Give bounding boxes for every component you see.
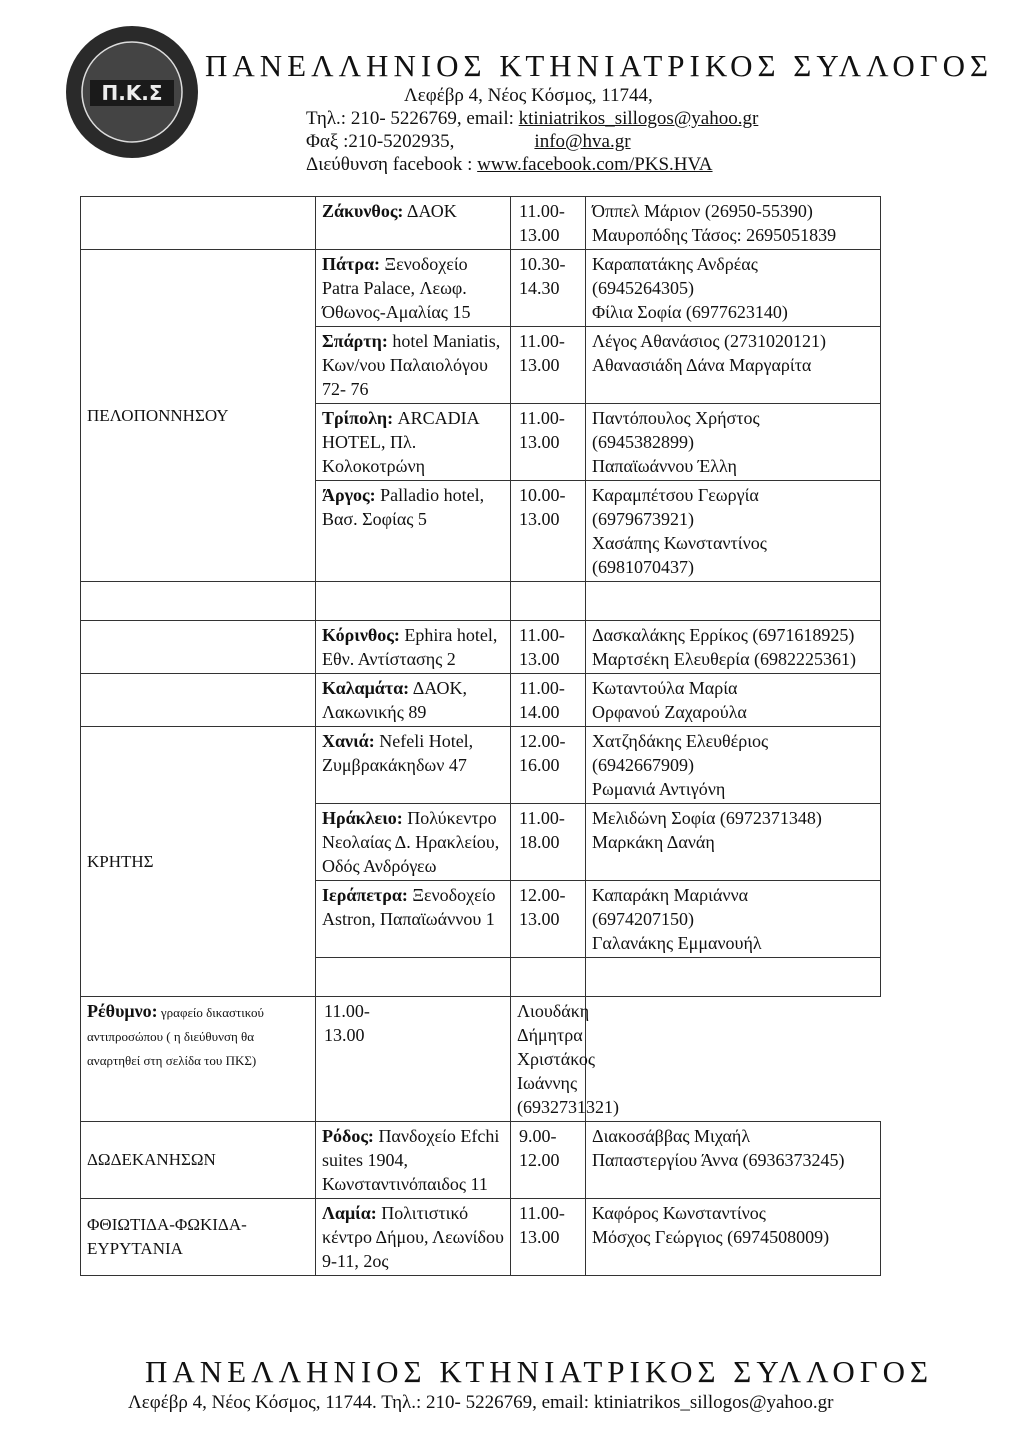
venue-address: ΔΑΟΚ, Λακωνικής 89 (322, 678, 468, 722)
venue-address: Πολύκεντρο Νεολαίας Δ. Ηρακλείου, Οδός Ανδρόγεω (322, 808, 500, 876)
region-cell: ΔΩΔΕΚΑΝΗΣΩΝ (81, 1122, 316, 1199)
region-cell: ΚΡΗΤΗΣ (81, 727, 316, 997)
venue-address: hotel Maniatis, Κων/νου Παλαιολόγου 72- 76 (322, 331, 501, 399)
footer-line: Λεφέβρ 4, Νέος Κόσμος, 11744. Τηλ.: 210- 5226769, email: ktiniatrikos_sillogos@yahoo.gr (128, 1392, 834, 1413)
time-cell (511, 674, 586, 727)
location-cell (316, 197, 511, 250)
association-logo (62, 22, 202, 162)
venue-address: Nefeli Hotel, Ζυμβρακάκηδων 47 (322, 731, 474, 775)
contact-person: (6974207150) (592, 909, 694, 929)
region-cell (81, 674, 316, 727)
time-start: 11.00- (519, 1203, 565, 1223)
contact-person: (6945382899) (592, 432, 694, 452)
contact-person: Μόσχος Γεώργιος (6974508009) (592, 1227, 830, 1247)
header-facebook-link[interactable]: www.facebook.com/PKS.HVA (477, 154, 713, 175)
contact-person: Καραμπέτσου Γεωργία (592, 485, 759, 505)
city-name: Ζάκυνθος: (322, 201, 404, 221)
contact-person: Δασκαλάκης Ερρίκος (6971618925) (592, 625, 855, 645)
logo-text: Π.Κ.Σ (101, 81, 163, 105)
contacts-cell (586, 197, 881, 250)
city-name: Ηράκλειο: (322, 808, 403, 828)
footer-title: ΠΑΝΕΛΛΗΝΙΟΣ ΚΤΗΝΙΑΤΡΙΚΟΣ ΣΥΛΛΟΓΟΣ (145, 1354, 934, 1389)
contact-person: (6981070437) (592, 557, 694, 577)
time-cell (511, 621, 586, 674)
contact-person: Λιουδάκη Δήμητρα (517, 1001, 590, 1045)
contacts-cell (586, 404, 881, 481)
venue-address: Ephira hotel, Εθν. Αντίστασης 2 (322, 625, 498, 669)
location-cell (81, 997, 316, 1122)
time-end: 18.00 (519, 832, 560, 852)
city-name: Ρέθυμνο: (87, 1001, 158, 1021)
branches-table (80, 196, 881, 1276)
table-row (81, 727, 881, 804)
time-start: 11.00- (519, 408, 565, 428)
header-phone-line (306, 108, 758, 130)
contacts-cell (586, 250, 881, 327)
contact-person: Παπαστεργίου Άννα (6936373245) (592, 1150, 845, 1170)
contact-person: Μαυροπόδης Τάσος: 2695051839 (592, 225, 837, 245)
time-start: 11.00- (519, 808, 565, 828)
header-facebook-line (306, 154, 713, 176)
contacts-cell (586, 1122, 881, 1199)
location-cell (316, 1199, 511, 1276)
time-start: 11.00- (519, 331, 565, 351)
location-cell (316, 481, 511, 582)
time-end: 12.00 (519, 1150, 560, 1170)
contact-person: Ορφανού Ζαχαρούλα (592, 702, 747, 722)
city-name: Λαμία: (322, 1203, 377, 1223)
contact-person: Μαρκάκη Δανάη (592, 832, 715, 852)
time-end: 13.00 (519, 432, 560, 452)
time-start: 10.00- (519, 485, 566, 505)
venue-address: Palladio hotel, Βασ. Σοφίας 5 (322, 485, 485, 529)
time-start: 11.00- (519, 201, 565, 221)
table-row (81, 1199, 881, 1276)
time-cell (511, 250, 586, 327)
time-end: 14.00 (519, 702, 560, 722)
header-email2-link[interactable]: info@hva.gr (534, 131, 631, 152)
region-cell: ΠΕΛΟΠΟΝΝΗΣΟΥ (81, 250, 316, 582)
contact-person: Παντόπουλος Χρήστος (592, 408, 760, 428)
contact-person: Λέγος Αθανάσιος (2731020121) (592, 331, 826, 351)
time-start: 12.00- (519, 731, 566, 751)
city-name: Τρίπολη: (322, 408, 394, 428)
table-row (81, 997, 881, 1122)
contact-person: (6979673921) (592, 509, 694, 529)
city-name: Σπάρτη: (322, 331, 388, 351)
city-name: Άργος: (322, 485, 376, 505)
city-name: Ιεράπετρα: (322, 885, 408, 905)
city-name: Χανιά: (322, 731, 375, 751)
venue-address: Πολιτιστικό κέντρο Δήμου, Λεωνίδου 9-11, 2ος (322, 1203, 504, 1271)
region-cell (81, 197, 316, 250)
contact-person: Κωταντούλα Μαρία (592, 678, 738, 698)
time-start: 12.00- (519, 885, 566, 905)
location-cell (316, 327, 511, 404)
header-facebook-label: Διεύθυνση facebook : (306, 154, 478, 175)
contact-person: Χατζηδάκης Ελευθέριος (592, 731, 769, 751)
contacts-cell (586, 327, 881, 404)
time-cell (511, 881, 586, 958)
time-end: 13.00 (324, 1025, 365, 1045)
venue-address: Πανδοχείο Efchi suites 1904, Κωνσταντινόπαιδος 11 (322, 1126, 500, 1194)
contact-person: Χριστάκος Ιωάννης (6932731321) (517, 1049, 619, 1117)
table-row (81, 197, 881, 250)
contact-person: Καφόρος Κωνσταντίνος (592, 1203, 766, 1223)
contact-person: Διακοσάββας Μιχαήλ (592, 1126, 751, 1146)
contact-person: (6945264305) (592, 278, 694, 298)
header-email-link[interactable]: ktiniatrikos_sillogos@yahoo.gr (518, 108, 759, 129)
time-cell (511, 727, 586, 804)
region-cell (81, 621, 316, 674)
location-cell (316, 674, 511, 727)
city-name: Κόρινθος: (322, 625, 400, 645)
contact-person: Φίλια Σοφία (6977623140) (592, 302, 788, 322)
time-cell (511, 1122, 586, 1199)
time-start: 9.00- (519, 1126, 557, 1146)
time-start: 11.00- (519, 625, 565, 645)
contact-person: Μαρτσέκη Ελευθερία (6982225361) (592, 649, 857, 669)
contacts-cell (511, 997, 619, 1122)
contact-person: Ρωμανιά Αντιγόνη (592, 779, 726, 799)
header-address: Λεφέβρ 4, Νέος Κόσμος, 11744, (404, 85, 653, 106)
contacts-cell (586, 804, 881, 881)
time-end: 14.30 (519, 278, 560, 298)
venue-address: Ξενοδοχείο Patra Palace, Λεωφ. Όθωνος-Αμαλίας 15 (322, 254, 471, 322)
contact-person: Καπαράκη Μαριάννα (592, 885, 749, 905)
contact-person: Γαλανάκης Εμμανουήλ (592, 933, 762, 953)
contacts-cell (586, 621, 881, 674)
contacts-cell (586, 674, 881, 727)
table-row (81, 674, 881, 727)
header-title: ΠΑΝΕΛΛΗΝΙΟΣ ΚΤΗΝΙΑΤΡΙΚΟΣ ΣΥΛΛΟΓΟΣ (205, 48, 994, 83)
time-cell (511, 1199, 586, 1276)
location-cell (316, 1122, 511, 1199)
time-start: 10.30- (519, 254, 566, 274)
city-name: Καλαμάτα: (322, 678, 410, 698)
venue-address: ΔΑΟΚ (403, 201, 457, 221)
header-phone: Τηλ.: 210- 5226769, email: (306, 108, 519, 129)
time-start: 11.00- (324, 1001, 370, 1021)
contact-person: Χασάπης Κωνσταντίνος (592, 533, 767, 553)
time-cell (511, 481, 586, 582)
city-name: Ρόδος: (322, 1126, 374, 1146)
header-fax: Φαξ :210-5202935, (306, 131, 455, 152)
contact-person: Καραπατάκης Ανδρέας (592, 254, 758, 274)
time-end: 13.00 (519, 1227, 560, 1247)
contacts-cell (586, 881, 881, 958)
time-cell (511, 327, 586, 404)
time-end: 16.00 (519, 755, 560, 775)
header-fax-line (306, 131, 631, 153)
time-end: 13.00 (519, 509, 560, 529)
time-start: 11.00- (519, 678, 565, 698)
location-cell (316, 404, 511, 481)
contact-person: Μελιδώνη Σοφία (6972371348) (592, 808, 822, 828)
contact-person: Αθανασιάδη Δάνα Μαργαρίτα (592, 355, 812, 375)
time-cell (316, 997, 511, 1122)
contact-person: Παπαϊωάννου Έλλη (592, 456, 737, 476)
venue-address: ARCADIA HOTEL, Πλ. Κολοκοτρώνη (322, 408, 479, 476)
location-cell (316, 250, 511, 327)
location-cell (316, 881, 511, 958)
time-end: 13.00 (519, 909, 560, 929)
location-cell (316, 621, 511, 674)
time-cell (511, 804, 586, 881)
location-cell (316, 727, 511, 804)
contact-person: Όππελ Μάριον (26950-55390) (592, 201, 813, 221)
time-end: 13.00 (519, 649, 560, 669)
city-name: Πάτρα: (322, 254, 381, 274)
contact-person: (6942667909) (592, 755, 694, 775)
table-row (81, 250, 881, 327)
contacts-cell (586, 1199, 881, 1276)
table-row (81, 1122, 881, 1199)
venue-address: γραφείο δικαστικού αντιπροσώπου ( η διεύθυνση θα αναρτηθεί στη σελίδα του ΠΚΣ) (87, 1005, 264, 1068)
table-row (81, 621, 881, 674)
time-end: 13.00 (519, 225, 560, 245)
contacts-cell (586, 481, 881, 582)
region-cell: ΦΘΙΩΤΙΔΑ-ΦΩΚΙΔΑ-ΕΥΡΥΤΑΝΙΑ (81, 1199, 316, 1276)
time-cell (511, 404, 586, 481)
spacer-row (81, 582, 881, 621)
time-cell (511, 197, 586, 250)
contacts-cell (586, 727, 881, 804)
venue-address: Ξενοδοχείο Astron, Παπαϊωάννου 1 (322, 885, 496, 929)
location-cell (316, 804, 511, 881)
time-end: 13.00 (519, 355, 560, 375)
